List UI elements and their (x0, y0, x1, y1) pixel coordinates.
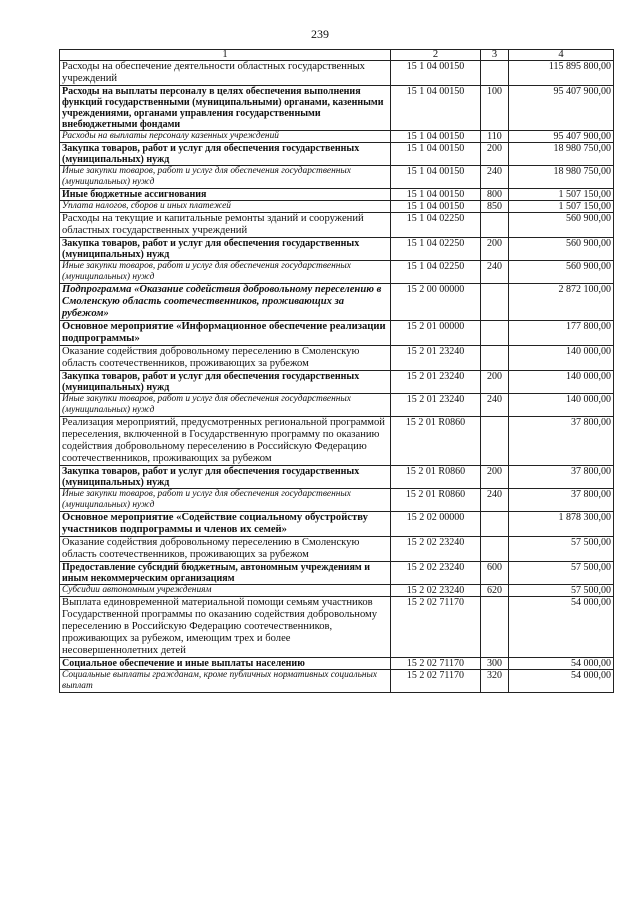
table-row (60, 201, 614, 213)
row-name: Иные бюджетные ассигнования (60, 189, 391, 201)
row-name: Иные закупки товаров, работ и услуг для обеспечения государственных (муниципальных) нужд (60, 394, 391, 417)
row-amount: 560 900,00 (509, 213, 614, 238)
row-amount: 1 507 150,00 (509, 201, 614, 213)
table-row (60, 143, 614, 166)
row-name: Основное мероприятие «Информационное обеспечение реализации подпрограммы» (60, 321, 391, 346)
row-code: 15 2 01 00000 (391, 321, 481, 346)
row-amount: 37 800,00 (509, 466, 614, 489)
row-type: 240 (481, 166, 509, 189)
header-row (60, 50, 614, 61)
row-code: 15 2 01 R0860 (391, 489, 481, 512)
row-amount: 57 500,00 (509, 537, 614, 562)
row-code: 15 1 04 00150 (391, 143, 481, 166)
row-type: 200 (481, 143, 509, 166)
row-code: 15 1 04 00150 (391, 201, 481, 213)
table-row (60, 131, 614, 143)
row-name: Иные закупки товаров, работ и услуг для обеспечения государственных (муниципальных) нужд (60, 489, 391, 512)
row-amount: 140 000,00 (509, 371, 614, 394)
page-number: 239 (311, 27, 329, 41)
table-row (60, 284, 614, 321)
row-amount: 54 000,00 (509, 597, 614, 658)
header-col-1: 1 (60, 50, 391, 61)
table-body (60, 61, 614, 693)
table-row (60, 61, 614, 86)
row-type: 110 (481, 131, 509, 143)
row-amount: 2 872 100,00 (509, 284, 614, 321)
table-row (60, 238, 614, 261)
row-name: Субсидии автономным учреждениям (60, 585, 391, 597)
header-col-3: 3 (481, 50, 509, 61)
row-name: Предоставление субсидий бюджетным, автономным учреждениям и иным некоммерческим организациям (60, 562, 391, 585)
table-row (60, 562, 614, 585)
table-row (60, 371, 614, 394)
row-type: 200 (481, 371, 509, 394)
row-code: 15 2 01 R0860 (391, 466, 481, 489)
row-code: 15 2 01 23240 (391, 394, 481, 417)
row-type (481, 321, 509, 346)
row-name: Социальное обеспечение и иные выплаты населению (60, 658, 391, 670)
row-code: 15 1 04 00150 (391, 166, 481, 189)
row-code: 15 2 02 71170 (391, 658, 481, 670)
row-name: Расходы на выплаты персоналу в целях обеспечения выполнения функций государственными (муниципальными) органами, казенными учреждениями, органами управления государственными внебюджетными фондами (60, 86, 391, 131)
row-code: 15 2 02 71170 (391, 597, 481, 658)
row-type: 850 (481, 201, 509, 213)
row-code: 15 2 02 23240 (391, 585, 481, 597)
row-type: 300 (481, 658, 509, 670)
table-row (60, 597, 614, 658)
row-name: Закупка товаров, работ и услуг для обеспечения государственных (муниципальных) нужд (60, 238, 391, 261)
row-code: 15 1 04 00150 (391, 189, 481, 201)
row-code: 15 1 04 00150 (391, 131, 481, 143)
table-row (60, 321, 614, 346)
row-amount: 37 800,00 (509, 489, 614, 512)
table-row (60, 213, 614, 238)
row-type (481, 512, 509, 537)
row-code: 15 2 01 23240 (391, 346, 481, 371)
row-name: Социальные выплаты гражданам, кроме публичных нормативных социальных выплат (60, 670, 391, 693)
row-name: Выплата единовременной материальной помощи семьям участников Государственной программы по оказанию содействия добровольному переселению в Российскую Федерацию соотечественников, проживающих за рубежом, имеющим трех и более несовершеннолетних детей (60, 597, 391, 658)
row-amount: 18 980 750,00 (509, 143, 614, 166)
table-row (60, 670, 614, 693)
row-type: 200 (481, 466, 509, 489)
table-row (60, 417, 614, 466)
row-type (481, 597, 509, 658)
table-row (60, 166, 614, 189)
row-code: 15 1 04 02250 (391, 238, 481, 261)
table-row (60, 346, 614, 371)
row-type: 320 (481, 670, 509, 693)
row-code: 15 2 02 23240 (391, 537, 481, 562)
row-type (481, 61, 509, 86)
row-code: 15 1 04 00150 (391, 86, 481, 131)
row-amount: 57 500,00 (509, 562, 614, 585)
row-name: Оказание содействия добровольному переселению в Смоленскую область соотечественников, проживающих за рубежом (60, 346, 391, 371)
row-amount: 1 507 150,00 (509, 189, 614, 201)
row-code: 15 2 01 23240 (391, 371, 481, 394)
table-row (60, 466, 614, 489)
row-amount: 54 000,00 (509, 670, 614, 693)
row-amount: 95 407 900,00 (509, 131, 614, 143)
row-type (481, 213, 509, 238)
budget-table (59, 49, 614, 693)
row-amount: 37 800,00 (509, 417, 614, 466)
row-name: Иные закупки товаров, работ и услуг для обеспечения государственных (муниципальных) нужд (60, 261, 391, 284)
row-type (481, 346, 509, 371)
row-name: Уплата налогов, сборов и иных платежей (60, 201, 391, 213)
row-type: 240 (481, 489, 509, 512)
row-code: 15 2 01 R0860 (391, 417, 481, 466)
row-name: Иные закупки товаров, работ и услуг для обеспечения государственных (муниципальных) нужд (60, 166, 391, 189)
row-amount: 177 800,00 (509, 321, 614, 346)
row-type: 800 (481, 189, 509, 201)
row-type: 600 (481, 562, 509, 585)
row-type (481, 417, 509, 466)
row-name: Расходы на обеспечение деятельности областных государственных учреждений (60, 61, 391, 86)
table-row (60, 585, 614, 597)
row-amount: 18 980 750,00 (509, 166, 614, 189)
header-col-4: 4 (509, 50, 614, 61)
table-row (60, 489, 614, 512)
row-code: 15 1 04 02250 (391, 261, 481, 284)
row-amount: 57 500,00 (509, 585, 614, 597)
row-name: Закупка товаров, работ и услуг для обеспечения государственных (муниципальных) нужд (60, 466, 391, 489)
row-code: 15 2 02 23240 (391, 562, 481, 585)
row-name: Основное мероприятие «Содействие социальному обустройству участников подпрограммы и членов их семей» (60, 512, 391, 537)
row-amount: 560 900,00 (509, 261, 614, 284)
row-type (481, 284, 509, 321)
table-row (60, 512, 614, 537)
row-type: 200 (481, 238, 509, 261)
row-type: 100 (481, 86, 509, 131)
row-amount: 1 878 300,00 (509, 512, 614, 537)
row-name: Оказание содействия добровольному переселению в Смоленскую область соотечественников, проживающих за рубежом (60, 537, 391, 562)
row-amount: 140 000,00 (509, 346, 614, 371)
table-row (60, 394, 614, 417)
row-type: 240 (481, 261, 509, 284)
row-code: 15 1 04 00150 (391, 61, 481, 86)
row-name: Закупка товаров, работ и услуг для обеспечения государственных (муниципальных) нужд (60, 143, 391, 166)
table-row (60, 86, 614, 131)
row-code: 15 2 02 00000 (391, 512, 481, 537)
row-amount: 95 407 900,00 (509, 86, 614, 131)
row-name: Подпрограмма «Оказание содействия добровольному переселению в Смоленскую область соотечественников, проживающих за рубежом» (60, 284, 391, 321)
row-name: Расходы на выплаты персоналу казенных учреждений (60, 131, 391, 143)
row-name: Закупка товаров, работ и услуг для обеспечения государственных (муниципальных) нужд (60, 371, 391, 394)
row-name: Расходы на текущие и капитальные ремонты зданий и сооружений областных государственных учреждений (60, 213, 391, 238)
row-name: Реализация мероприятий, предусмотренных региональной программой переселения, включенной в Государственную программу по оказанию содействия добровольному переселению в Российскую Федерацию соотечественников, проживающих за рубежом (60, 417, 391, 466)
row-amount: 115 895 800,00 (509, 61, 614, 86)
row-type: 240 (481, 394, 509, 417)
row-type (481, 537, 509, 562)
row-code: 15 2 00 00000 (391, 284, 481, 321)
table-row (60, 261, 614, 284)
row-type: 620 (481, 585, 509, 597)
row-code: 15 1 04 02250 (391, 213, 481, 238)
row-amount: 140 000,00 (509, 394, 614, 417)
table-row (60, 537, 614, 562)
row-amount: 560 900,00 (509, 238, 614, 261)
table-row (60, 658, 614, 670)
row-code: 15 2 02 71170 (391, 670, 481, 693)
table-row (60, 189, 614, 201)
row-amount: 54 000,00 (509, 658, 614, 670)
header-col-2: 2 (391, 50, 481, 61)
